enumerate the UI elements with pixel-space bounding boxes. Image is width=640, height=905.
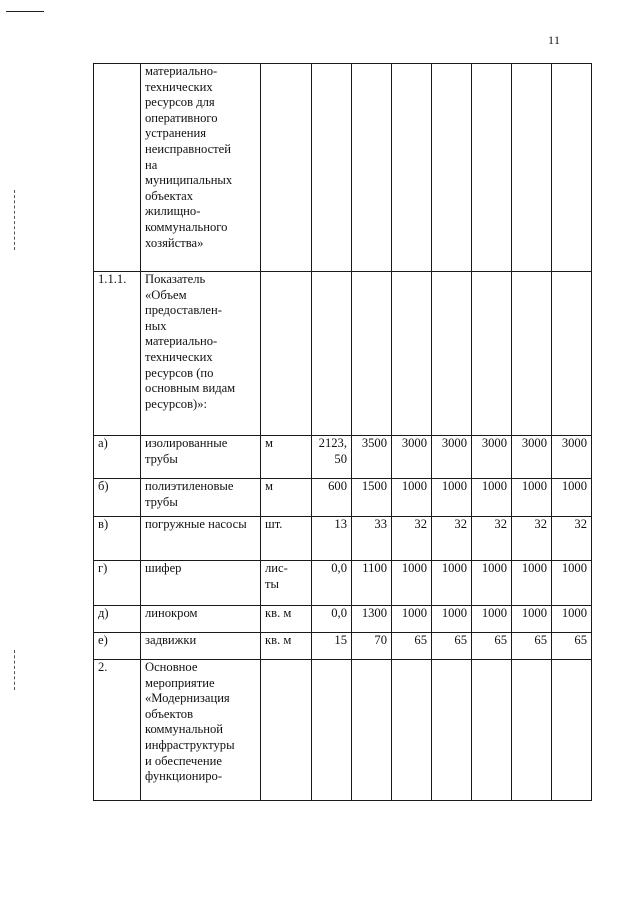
value-cell [512,64,552,272]
row-name: полиэтиленовые трубы [141,479,261,517]
table-row [94,633,592,660]
value-cell [392,272,432,436]
value-cell: 1000 [432,479,472,517]
value-cell: 70 [352,633,392,660]
row-number: а) [94,436,141,479]
value-cell: 1000 [472,479,512,517]
value-cell: 32 [512,517,552,561]
value-cell [432,272,472,436]
row-unit: кв. м [261,606,312,633]
indicators-table [93,63,592,801]
value-cell: 65 [552,633,592,660]
value-cell: 3500 [352,436,392,479]
page-number: 11 [548,33,561,47]
value-cell [352,64,392,272]
row-number: в) [94,517,141,561]
value-cell: 32 [472,517,512,561]
row-unit [261,272,312,436]
value-cell [472,272,512,436]
value-cell: 600 [312,479,352,517]
value-cell: 65 [392,633,432,660]
value-cell: 1500 [352,479,392,517]
row-number [94,64,141,272]
value-cell: 65 [432,633,472,660]
row-unit: лис- ты [261,561,312,606]
table-row [94,436,592,479]
table-row [94,606,592,633]
value-cell [432,64,472,272]
value-cell [432,660,472,801]
row-number: б) [94,479,141,517]
value-cell [352,272,392,436]
value-cell [512,660,552,801]
row-name: Основное мероприятие «Модернизация объектов коммунальной инфраструктуры и обеспечение функциониро- [141,660,261,801]
value-cell: 1000 [392,606,432,633]
row-number: 2. [94,660,141,801]
value-cell: 3000 [472,436,512,479]
value-cell: 13 [312,517,352,561]
value-cell [312,272,352,436]
row-unit: шт. [261,517,312,561]
row-name: изолированные трубы [141,436,261,479]
value-cell: 3000 [552,436,592,479]
value-cell [552,660,592,801]
row-name: погружные насосы [141,517,261,561]
value-cell: 1100 [352,561,392,606]
value-cell: 1000 [512,561,552,606]
row-unit: м [261,436,312,479]
row-number: г) [94,561,141,606]
value-cell: 2123, 50 [312,436,352,479]
value-cell: 33 [352,517,392,561]
row-name: шифер [141,561,261,606]
value-cell [392,64,432,272]
value-cell: 3000 [512,436,552,479]
value-cell [552,272,592,436]
row-number: д) [94,606,141,633]
row-number: е) [94,633,141,660]
value-cell [312,64,352,272]
value-cell: 1000 [432,606,472,633]
row-name: линокром [141,606,261,633]
value-cell: 0,0 [312,561,352,606]
value-cell: 3000 [392,436,432,479]
row-unit: кв. м [261,633,312,660]
table-row [94,272,592,436]
value-cell: 1000 [512,606,552,633]
table-row [94,561,592,606]
value-cell [512,272,552,436]
value-cell [312,660,352,801]
value-cell [392,660,432,801]
value-cell: 1000 [472,606,512,633]
value-cell: 15 [312,633,352,660]
value-cell: 1000 [512,479,552,517]
row-name: задвижки [141,633,261,660]
scan-edge-mark [14,650,15,690]
value-cell [472,64,512,272]
value-cell: 32 [552,517,592,561]
value-cell [352,660,392,801]
value-cell [472,660,512,801]
row-unit: м [261,479,312,517]
table-row [94,64,592,272]
value-cell: 1000 [552,479,592,517]
value-cell: 32 [392,517,432,561]
value-cell: 65 [472,633,512,660]
row-number: 1.1.1. [94,272,141,436]
table-row [94,660,592,801]
row-unit [261,660,312,801]
value-cell: 32 [432,517,472,561]
row-unit [261,64,312,272]
value-cell: 1000 [432,561,472,606]
value-cell: 1000 [392,479,432,517]
value-cell [552,64,592,272]
value-cell: 1000 [552,606,592,633]
row-name: материально- технических ресурсов для оперативного устранения неисправностей на муниципальных объектах жилищно- коммунального хозяйства» [141,64,261,272]
value-cell: 1000 [472,561,512,606]
value-cell: 1000 [392,561,432,606]
value-cell: 1300 [352,606,392,633]
value-cell: 65 [512,633,552,660]
table-row [94,517,592,561]
row-name: Показатель «Объем предоставлен- ных материально- технических ресурсов (по основным видам ресурсов)»: [141,272,261,436]
value-cell: 0,0 [312,606,352,633]
value-cell: 3000 [432,436,472,479]
table-row [94,479,592,517]
scan-corner-mark [6,11,44,12]
scan-edge-mark [14,190,15,250]
value-cell: 1000 [552,561,592,606]
